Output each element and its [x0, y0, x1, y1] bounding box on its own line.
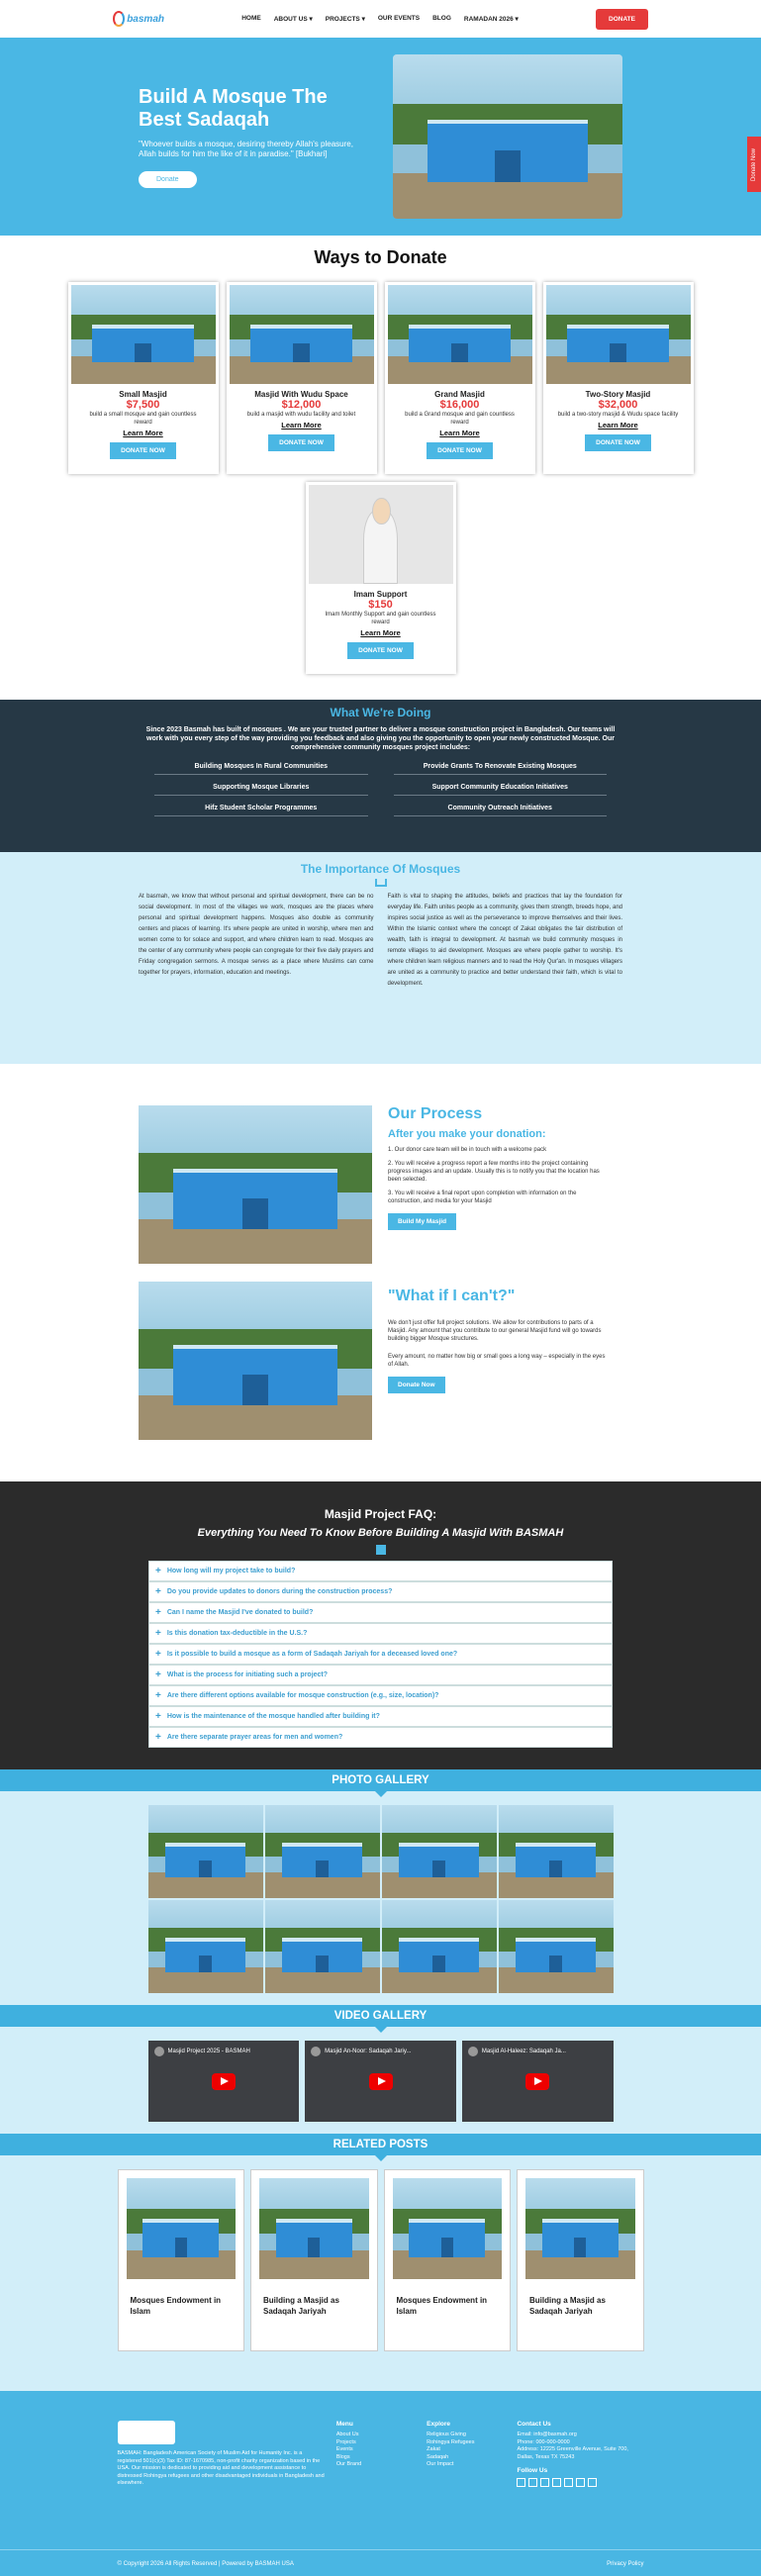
section-title: The Importance Of Mosques [300, 862, 461, 876]
copyright-bar [0, 2549, 761, 2576]
plus-icon: + [155, 1711, 161, 1722]
card-price: $12,000 [281, 399, 322, 411]
gallery-photo[interactable] [499, 1900, 614, 1993]
video-title: Masjid Project 2025 - BASMAH [167, 2049, 250, 2054]
footer-link[interactable]: Blogs [335, 2453, 350, 2460]
plus-icon: + [155, 1690, 161, 1701]
tiktok-icon[interactable] [576, 2478, 585, 2487]
faq-item[interactable]: + Do you provide updates to donors during the construction process? [148, 1581, 613, 1602]
card-title: Two-Story Masjid [585, 390, 651, 399]
mosque-divider-icon [376, 1545, 386, 1555]
related-post-card[interactable] [384, 2169, 512, 2351]
channel-avatar-icon [154, 2047, 164, 2056]
faq-title: Masjid Project FAQ: [324, 1507, 437, 1521]
post-title[interactable]: Building a Masjid as Sadaqah Jariyah [529, 2296, 606, 2316]
ways-to-donate-section [0, 236, 761, 700]
card-price: $150 [368, 599, 393, 611]
footer-logo[interactable] [118, 2421, 175, 2444]
process-step: 3. You will receive a final report upon completion with information on the construction, and media for your Masjid [388, 1191, 577, 1204]
video-embed[interactable] [305, 2041, 456, 2122]
card-image [388, 285, 532, 384]
footer-link[interactable]: Sadaqah [427, 2453, 449, 2460]
whatsapp-icon[interactable] [588, 2478, 597, 2487]
copyright-text: © Copyright 2026 All Rights Reserved | Powered by BASMAH USA [117, 2560, 294, 2567]
header-donate-button[interactable]: DONATE [596, 9, 648, 30]
post-title[interactable]: Mosques Endowment in Islam [130, 2296, 222, 2316]
donate-now-button[interactable]: DONATE NOW [347, 642, 414, 659]
card-title: Small Masjid [119, 390, 167, 399]
post-title[interactable]: Building a Masjid as Sadaqah Jariyah [263, 2296, 339, 2316]
donation-card-imam-support [306, 482, 456, 674]
donate-now-button[interactable]: DONATE NOW [427, 442, 493, 459]
nav-ramadan[interactable]: RAMADAN 2026 ▾ [463, 16, 519, 23]
donation-card-small-masjid [68, 282, 219, 474]
what-we-do-text: Since 2023 Basmah has built of mosques . We are your trusted partner to deliver a mosque construction project in Bangladesh. Our teams will work with you every step of the way providing you feedback and also giving you the opportunity to open your newly constructed Mosque. Our comprehensive community mosques project includes: [145, 726, 616, 751]
donation-card-grand-masjid [385, 282, 535, 474]
footer-link[interactable]: Our Impact [427, 2461, 454, 2467]
channel-avatar-icon [311, 2047, 321, 2056]
video-embed[interactable] [148, 2041, 300, 2122]
learn-more-link[interactable]: Learn More [123, 429, 163, 437]
gallery-photo[interactable] [148, 1900, 263, 1993]
linkedin-icon[interactable] [540, 2478, 549, 2487]
gallery-photo[interactable] [499, 1805, 614, 1898]
faq-item[interactable]: + Is this donation tax-deductible in the U.S.? [148, 1623, 613, 1644]
process-image [139, 1105, 372, 1264]
hero-title: Build A Mosque The Best Sadaqah [139, 85, 328, 131]
hero-mosque-image [393, 54, 622, 219]
plus-icon: + [155, 1607, 161, 1618]
site-header [0, 0, 761, 38]
what-if-title: "What if I can't?" [388, 1288, 516, 1304]
video-gallery [0, 2027, 761, 2134]
hero-donate-button[interactable]: Donate [139, 171, 197, 188]
initiative-item: Support Community Education Initiatives [394, 784, 608, 796]
card-image [71, 285, 216, 384]
card-price: $7,500 [126, 399, 160, 411]
faq-item[interactable]: + How is the maintenance of the mosque handled after building it? [148, 1706, 613, 1727]
donate-now-button[interactable]: DONATE NOW [268, 434, 334, 451]
photo-gallery-title: PHOTO GALLERY [0, 1769, 761, 1791]
faq-subtitle: Everything You Need To Know Before Building A Masjid With BASMAH [197, 1527, 564, 1539]
initiative-item: Provide Grants To Renovate Existing Mosques [394, 763, 608, 775]
video-gallery-title: VIDEO GALLERY [0, 2005, 761, 2027]
donation-card-wudu-masjid [227, 282, 377, 474]
learn-more-link[interactable]: Learn More [439, 429, 480, 437]
section-title: What We're Doing [330, 706, 431, 719]
footer-link[interactable]: About Us [335, 2432, 359, 2437]
youtube-icon[interactable] [552, 2478, 561, 2487]
contribution-image [139, 1282, 372, 1440]
plus-icon: + [155, 1566, 161, 1576]
initiative-item: Supporting Mosque Libraries [154, 784, 368, 796]
photo-gallery [0, 1791, 761, 2005]
faq-item[interactable]: + Are there different options available for mosque construction (e.g., size, location)? [148, 1685, 613, 1706]
what-if-text: Every amount, no matter how big or small goes a long way – especially in the eyes of Allah. [388, 1354, 606, 1368]
post-image [119, 2170, 244, 2287]
faq-item[interactable]: + Can I name the Masjid I've donated to build? [148, 1602, 613, 1623]
gallery-photo[interactable] [382, 1805, 497, 1898]
hero-section [0, 38, 761, 236]
process-subtitle: After you make your donation: [388, 1128, 546, 1140]
card-desc: build a Grand mosque and gain countless reward [405, 412, 515, 426]
card-desc: Imam Monthly Support and gain countless reward [325, 612, 436, 625]
footer-email[interactable]: Email: info@basmah.org [517, 2432, 577, 2437]
faq-section [0, 1481, 761, 1769]
process-title: Our Process [388, 1105, 483, 1122]
nav-home[interactable]: HOME [241, 15, 261, 22]
footer-link[interactable]: Rohingya Refugees [427, 2438, 475, 2445]
donate-now-button[interactable]: DONATE NOW [110, 442, 176, 459]
x-icon[interactable] [528, 2478, 537, 2487]
footer-link[interactable]: Projects [335, 2438, 356, 2445]
card-image [546, 285, 691, 384]
footer-menu-title: Menu [335, 2421, 353, 2428]
hero-quote: "Whoever builds a mosque, desiring thereby Allah's pleasure, Allah builds for him the like of it in paradise." [Bukhari] [139, 139, 353, 158]
process-step: 2. You will receive a progress report a few months into the project containing progress images and an update. Usually this is to notify you that the location has been selected. [388, 1161, 600, 1183]
footer-about: BASMAH: Bangladesh American Society of Muslim Aid for Humanity Inc. is a registered 501(c)(3) Tax ID: 87-1670985, non-profit charity organization based in the USA. Our mission is dedicated to providing aid and development assistance to distressed Rohingya refugees and other disadvantaged individuals in Bangladesh and elsewhere. [117, 2450, 325, 2486]
card-title: Masjid With Wudu Space [254, 390, 348, 399]
faq-item[interactable]: + Is it possible to build a mosque as a form of Sadaqah Jariyah for a deceased loved one? [148, 1644, 613, 1665]
plus-icon: + [155, 1670, 161, 1680]
post-image [518, 2170, 643, 2287]
play-button-icon[interactable] [212, 2073, 236, 2090]
plus-icon: + [155, 1586, 161, 1597]
play-button-icon[interactable] [525, 2073, 549, 2090]
nav-about[interactable]: ABOUT US ▾ [273, 16, 313, 23]
gallery-photo[interactable] [265, 1900, 380, 1993]
footer-link[interactable]: Events [335, 2446, 353, 2452]
site-logo[interactable]: basmah [113, 8, 164, 30]
gallery-photo[interactable] [148, 1805, 263, 1898]
donate-now-button[interactable]: Donate Now [388, 1377, 445, 1393]
gallery-photo[interactable] [265, 1805, 380, 1898]
what-we-do-section [0, 700, 761, 852]
footer-follow-title: Follow Us [517, 2467, 548, 2474]
footer-explore-title: Explore [427, 2421, 450, 2428]
plus-icon: + [155, 1732, 161, 1743]
build-my-masjid-button[interactable]: Build My Masjid [388, 1213, 456, 1230]
footer-link[interactable]: Zakat [427, 2446, 440, 2452]
plus-icon: + [155, 1649, 161, 1660]
footer-link[interactable]: Our Brand [335, 2461, 362, 2467]
initiative-item: Hifz Student Scholar Programmes [154, 805, 368, 816]
play-button-icon[interactable] [369, 2073, 393, 2090]
donation-card-two-story-masjid [543, 282, 694, 474]
related-post-card[interactable] [118, 2169, 245, 2351]
card-desc: build a masjid with wudu facility and toilet [246, 412, 356, 418]
card-price: $16,000 [439, 399, 480, 411]
main-nav [241, 15, 519, 23]
initiative-item: Building Mosques In Rural Communities [154, 763, 368, 775]
card-image [230, 285, 374, 384]
post-image [251, 2170, 377, 2287]
what-if-text: We don't just offer full project solutions. We allow for contributions to parts of a Masjid. Any amount that you contribute to our general Masjid fund will go towards building bigger Mosque structures. [388, 1320, 602, 1342]
gallery-photo[interactable] [382, 1900, 497, 1993]
video-embed[interactable] [462, 2041, 614, 2122]
related-posts-title: RELATED POSTS [0, 2134, 761, 2155]
related-post-card[interactable] [250, 2169, 378, 2351]
card-desc: build a small mosque and gain countless reward [89, 412, 197, 426]
faq-item[interactable]: + Are there separate prayer areas for men and women? [148, 1727, 613, 1748]
learn-more-link[interactable]: Learn More [360, 628, 401, 637]
card-title: Imam Support [353, 590, 408, 599]
plus-icon: + [155, 1628, 161, 1639]
card-desc: build a two-story masjid & Wudu space facility [557, 412, 679, 418]
footer-phone[interactable]: Phone: 000-000-0000 [517, 2438, 570, 2445]
process-section [0, 1064, 761, 1481]
initiative-item: Community Outreach Initiatives [394, 805, 608, 816]
nav-events[interactable]: OUR EVENTS [377, 15, 421, 22]
video-title: Masjid Al-Haleez: Sadaqah Ja... [481, 2049, 566, 2054]
importance-section [0, 852, 761, 1064]
card-price: $32,000 [598, 399, 638, 411]
logo-mark-icon [113, 11, 125, 27]
learn-more-link[interactable]: Learn More [281, 421, 322, 429]
site-footer [0, 2391, 761, 2549]
video-title: Masjid An-Noor: Sadaqah Jariy... [325, 2049, 412, 2054]
footer-link[interactable]: Religious Giving [427, 2432, 466, 2437]
mosque-divider-icon [375, 879, 387, 887]
post-image [385, 2170, 511, 2287]
footer-address: Address: 12225 Greenville Avenue, Suite 700, Dallas, Texas TX 75243 [517, 2446, 628, 2460]
card-title: Grand Masjid [434, 390, 485, 399]
importance-right-text: Faith is vital to shaping the attitudes, beliefs and practices that lay the foundation for everyday life. Faith unites people as a community, gives them strength, breeds hope, and inspires social justice as well as the perseverance to improve themselves and their lives. Within the Islamic context where the concept of Zakat obligates the fair distribution of wealth, faith is integral to development. At basmah we build community mosques in remote villages to aid development. Mosques are where people gather to worship. It's where children learn religious manners and to read the Holy Qur'an. In mosques villagers are united as a community to practice and better understand their faith, which is vital to development. [387, 894, 622, 987]
footer-contact-title: Contact Us [517, 2421, 551, 2428]
social-links [517, 2478, 643, 2487]
nav-projects[interactable]: PROJECTS ▾ [325, 16, 365, 23]
related-post-card[interactable] [517, 2169, 644, 2351]
facebook-icon[interactable] [517, 2478, 525, 2487]
learn-more-link[interactable]: Learn More [598, 421, 638, 429]
faq-item[interactable]: + What is the process for initiating such a project? [148, 1665, 613, 1685]
post-title[interactable]: Mosques Endowment in Islam [396, 2296, 488, 2316]
related-posts [0, 2155, 761, 2391]
instagram-icon[interactable] [564, 2478, 573, 2487]
importance-left-text: At basmah, we know that without personal and spiritual development, there can be no social development. In most of the villages we work, mosques are the places where personal and spiritual development happens. Mosques also double as community centers and places of learning. It's where people are united in worship, where men and women come to for solace and support, and where children learn to read. Mosques are the center of any community where people can congregate for their five daily prayers and Friday congregation sermons. A mosque serves as a place where Muslims can come together for prayers, information, education and meetings. [139, 894, 374, 976]
faq-item[interactable]: + How long will my project take to build? [148, 1561, 613, 1581]
process-step: 1. Our donor care team will be in touch with a welcome pack [388, 1147, 547, 1153]
section-title: Ways to Donate [314, 247, 447, 267]
imam-illustration-image [309, 485, 453, 584]
donate-now-button[interactable]: DONATE NOW [585, 434, 651, 451]
nav-blog[interactable]: BLOG [432, 15, 451, 22]
privacy-policy-link[interactable]: Privacy Policy [607, 2560, 644, 2567]
channel-avatar-icon [468, 2047, 478, 2056]
side-donate-now-tab[interactable]: Donate Now [747, 137, 761, 192]
